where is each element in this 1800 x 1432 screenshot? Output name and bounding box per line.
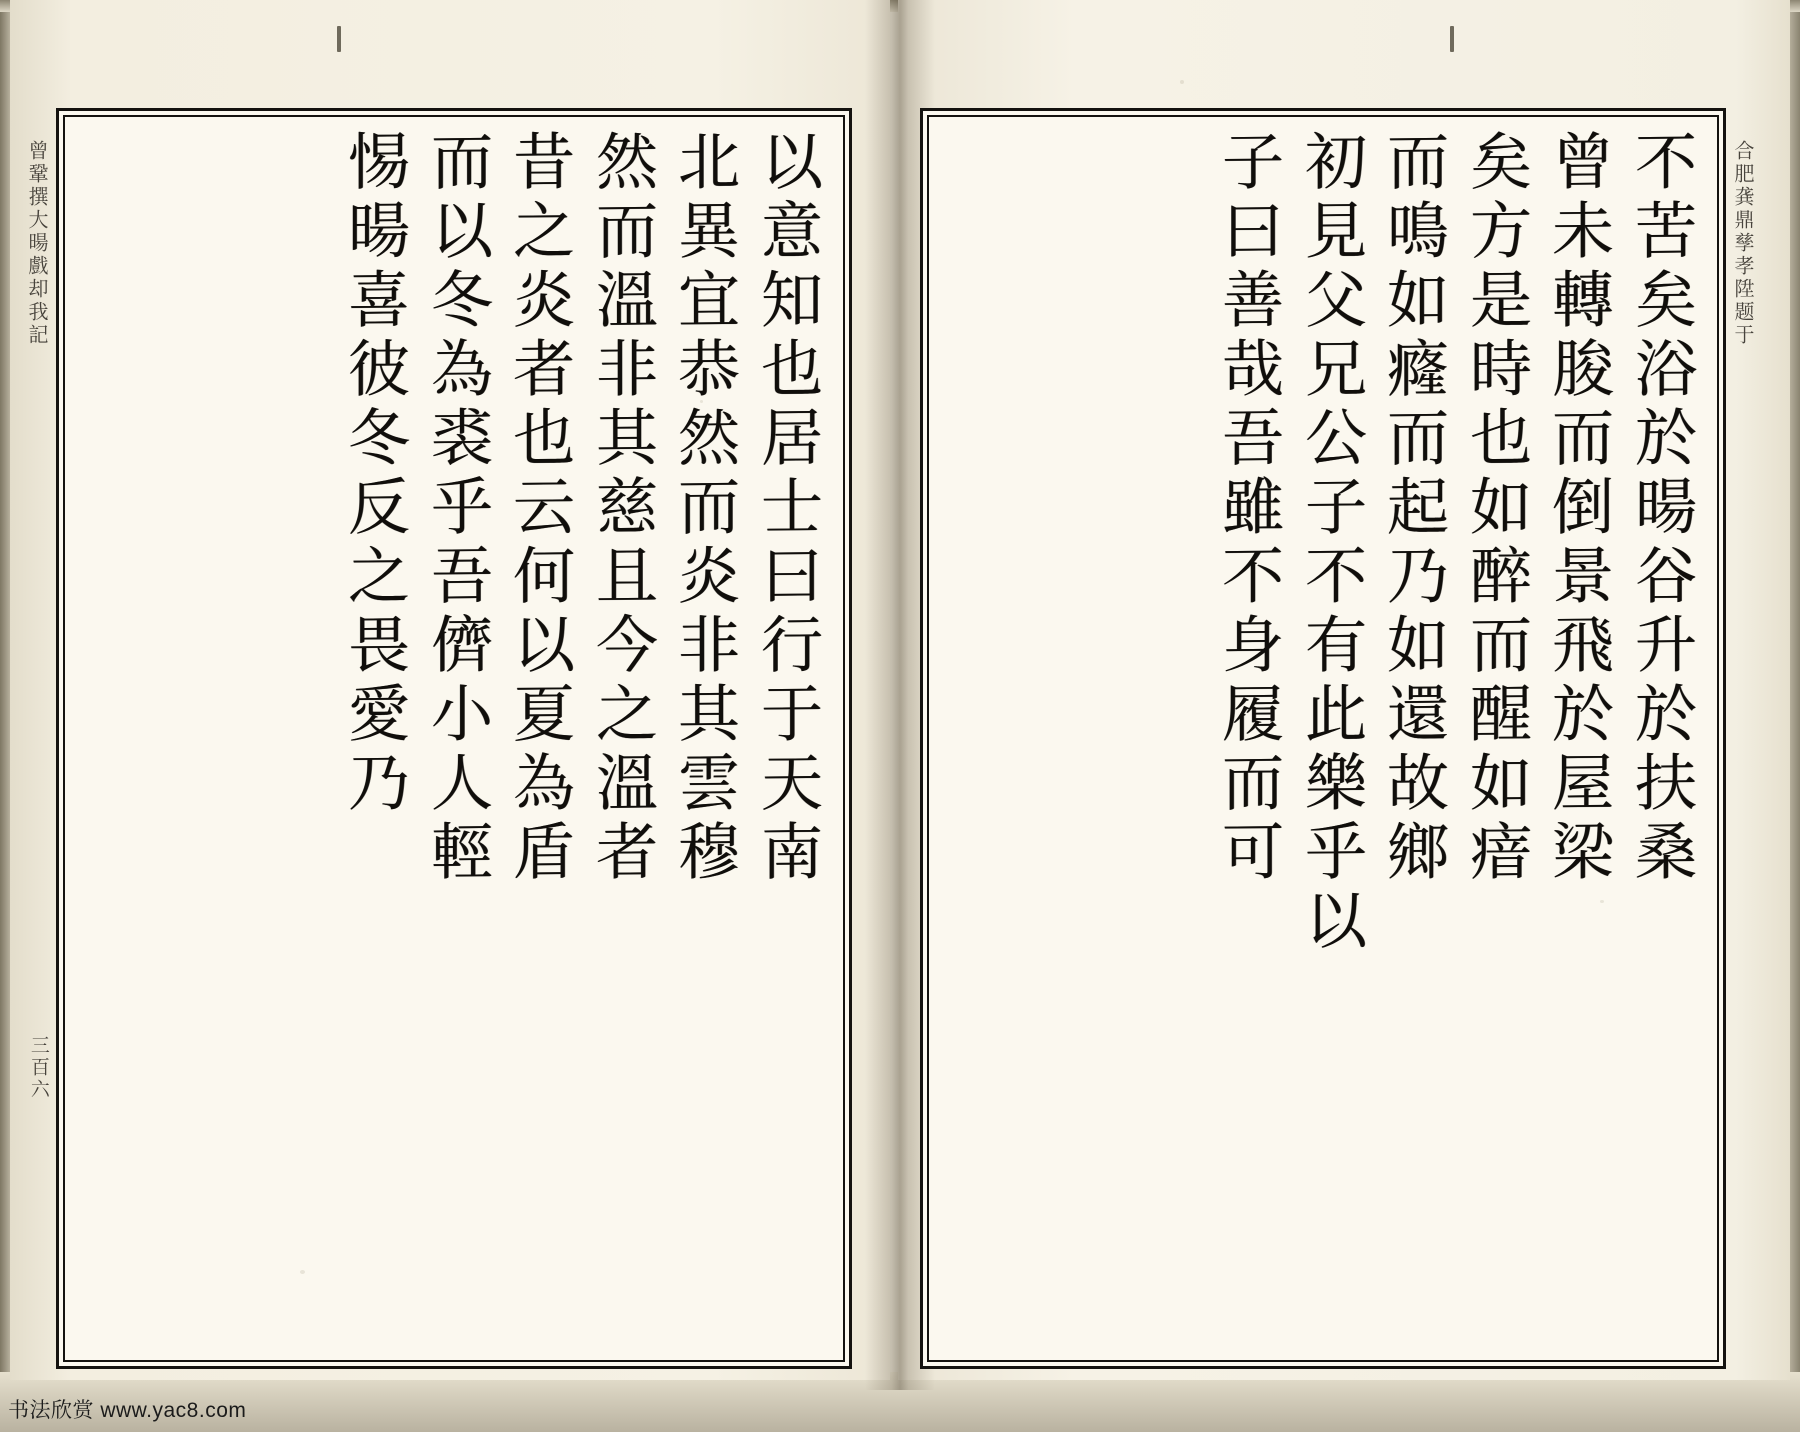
text-column: 曾未轉朘而倒景飛於屋梁 <box>1541 128 1615 889</box>
site-watermark: 书法欣赏 www.yac8.com <box>8 1399 247 1422</box>
left-page-text-frame <box>56 108 852 1369</box>
left-page-side-title: 曾鞏撰大暘戲却我記 <box>25 140 49 347</box>
text-column: 而鳴如癃而起乃如還故鄉 <box>1376 128 1450 889</box>
binding-mark-right <box>1450 26 1454 52</box>
right-page-columns <box>945 129 1701 1356</box>
left-page-columns <box>81 129 827 1356</box>
text-column: 子曰善哉吾雖不身履而可 <box>1211 128 1285 889</box>
text-column: 然而溫非其慈且今之溫者 <box>585 128 659 889</box>
book-spread <box>10 0 1790 1400</box>
text-column: 初見父兄公子不有此樂乎以 <box>1294 128 1368 958</box>
text-column: 北異宜恭然而炎非其雲穆 <box>667 128 741 889</box>
text-column: 而以冬為裘乎吾儕小人輕 <box>420 128 494 889</box>
text-column: 以意知也居士曰行于天南 <box>750 128 823 889</box>
right-page-text-frame <box>920 108 1726 1369</box>
right-page-side-title: 合肥龚鼎孳孝陞题于 <box>1731 140 1755 347</box>
text-column: 矣方是時也如醉而醒如瘖 <box>1459 128 1533 889</box>
text-column: 惕暘喜彼冬反之畏愛乃 <box>337 128 411 820</box>
binding-mark-left <box>337 26 341 52</box>
text-column: 昔之炎者也云何以夏為盾 <box>502 128 576 889</box>
left-page-number-mark: 三百六 <box>27 1035 50 1101</box>
text-column: 不苦矣浴於暘谷升於扶桑 <box>1624 128 1697 889</box>
